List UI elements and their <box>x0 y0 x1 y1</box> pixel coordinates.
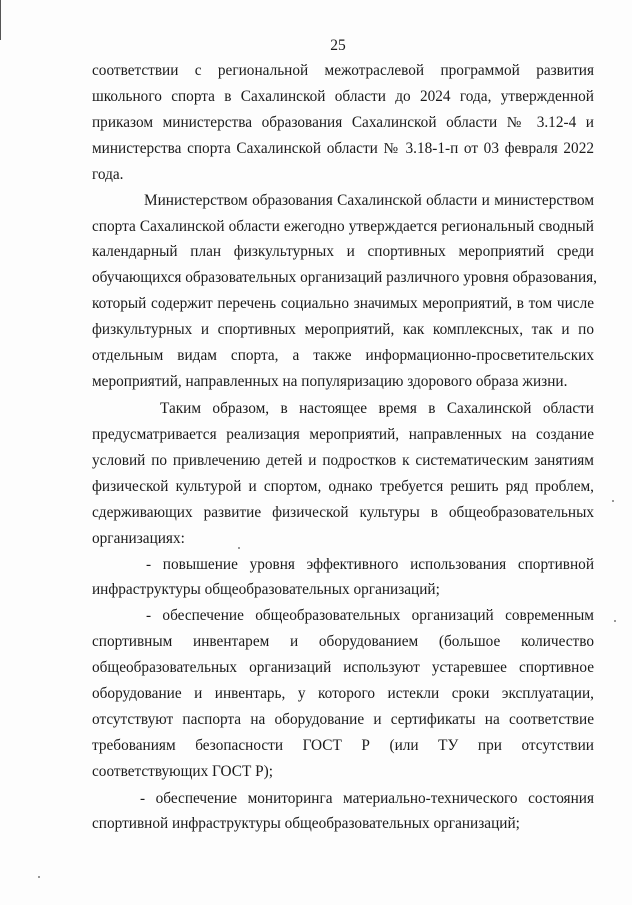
scan-speck <box>238 547 240 549</box>
list-item-line: отсутствуют паспорта на оборудование и сертификаты на соответствие <box>92 711 594 728</box>
list-item-line: спортивной инфраструктуры общеобразовательных организаций; <box>92 815 520 832</box>
page-edge-line <box>0 0 1 40</box>
paragraph-line: соответствии с региональной межотраслевой программой развития <box>92 62 594 79</box>
paragraph-line: обучающихся образовательных организаций различного уровня образования, <box>92 269 598 286</box>
list-item-line: инфраструктуры общеобразовательных организаций; <box>92 581 440 598</box>
paragraph-line: который содержит перечень социально значимых мероприятий, в том числе <box>92 295 594 312</box>
paragraph-line: Министерством образования Сахалинской области и министерством <box>144 192 594 209</box>
list-item-line: соответствующих ГОСТ Р); <box>92 763 273 780</box>
scan-speck <box>612 500 614 502</box>
paragraph-line: отдельным видам спорта, а также информационно-просветительских <box>92 347 594 364</box>
paragraph-line: министерства спорта Сахалинской области № 3.18-1-п от 03 февраля 2022 <box>92 140 594 157</box>
list-item-line: требованиям безопасности ГОСТ Р (или ТУ при отсутствии <box>92 737 594 754</box>
paragraph-line: условий по привлечению детей и подростков к систематическим занятиям <box>92 452 594 469</box>
paragraph-line: приказом министерства образования Сахалинской области № 3.12-4 и <box>92 114 594 131</box>
page-number: 25 <box>330 37 346 54</box>
scan-speck <box>38 876 40 878</box>
paragraph-line: организациях: <box>92 530 185 547</box>
paragraph-line: спорта Сахалинской области ежегодно утверждается региональный сводный <box>92 218 594 235</box>
list-item-line: - обеспечение мониторинга материально-технического состояния <box>140 790 594 807</box>
paragraph-line: мероприятий, направленных на популяризацию здорового образа жизни. <box>92 373 568 390</box>
scan-speck <box>614 620 616 622</box>
list-item-line: оборудование и инвентарь, у которого истекли сроки эксплуатации, <box>92 685 594 702</box>
paragraph-line: физкультурных и спортивных мероприятий, как комплексных, так и по <box>92 321 594 338</box>
paragraph-line: предусматривается реализация мероприятий, направленных на создание <box>92 426 594 443</box>
paragraph-line: Таким образом, в настоящее время в Сахалинской области <box>160 400 594 417</box>
paragraph-line: физической культурой и спортом, однако требуется решить ряд проблем, <box>92 478 594 495</box>
paragraph-line: сдерживающих развитие физической культуры в общеобразовательных <box>92 504 594 521</box>
list-item-line: спортивным инвентарем и оборудованием (большое количество <box>92 633 594 650</box>
paragraph-line: календарный план физкультурных и спортивных мероприятий среди <box>92 243 594 260</box>
list-item-line: - повышение уровня эффективного использования спортивной <box>146 556 594 573</box>
list-item-line: общеобразовательных организаций используют устаревшее спортивное <box>92 659 594 676</box>
list-item-line: - обеспечение общеобразовательных организаций современным <box>146 607 594 624</box>
paragraph-line: школьного спорта в Сахалинской области до 2024 года, утвержденной <box>92 88 594 105</box>
paragraph-line: года. <box>92 166 124 183</box>
